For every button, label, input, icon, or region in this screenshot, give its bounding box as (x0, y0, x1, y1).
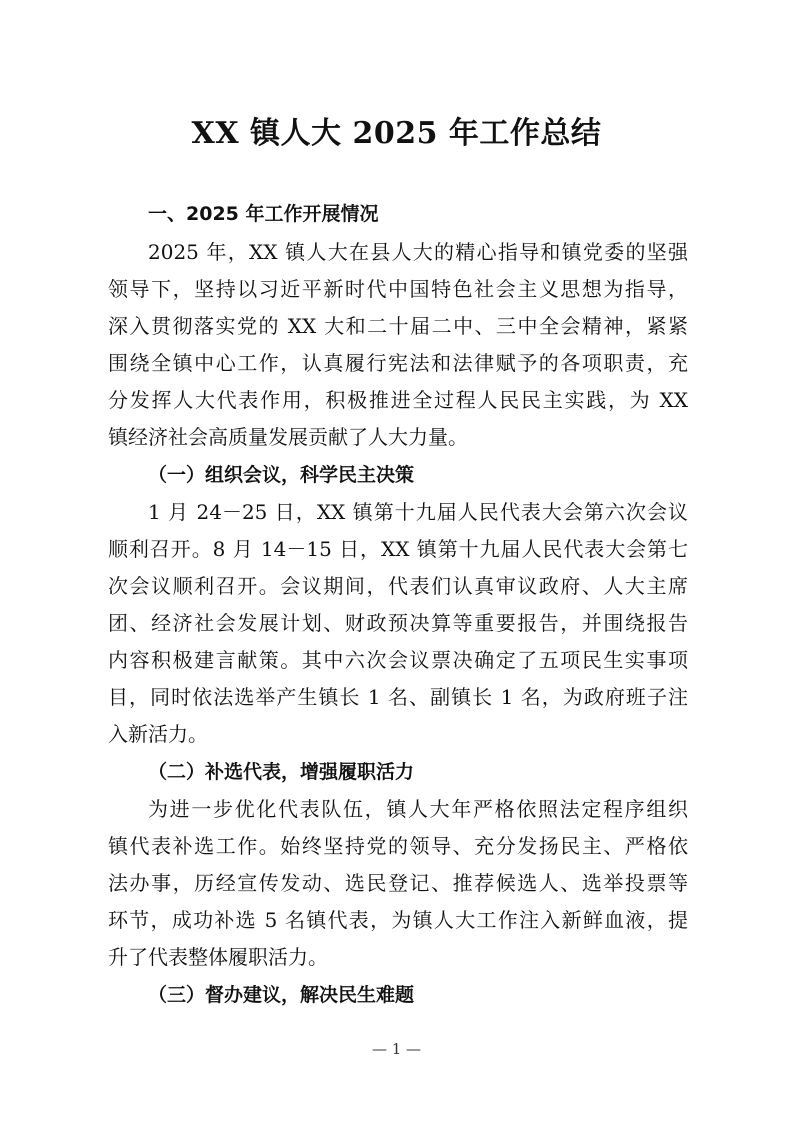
paragraph-line: 镇经济社会高质量发展贡献了人大力量。 (108, 425, 468, 449)
subsection-heading: （三）督办建议，解决民生难题 (148, 984, 415, 1006)
subsection-heading: （二）补选代表，增强履职活力 (148, 761, 415, 783)
paragraph-line: 团、经济社会发展计划、财政预决算等重要报告，并围绕报告 (108, 611, 688, 635)
paragraph-line: 1 月 24－25 日，XX 镇第十九届人民代表大会第六次会议 (148, 500, 688, 524)
paragraph-line: 入新活力。 (108, 722, 208, 746)
paragraph-line: 分发挥人大代表作用，积极推进全过程人民民主实践，为 XX (108, 388, 688, 412)
document-title: XX 镇人大 2025 年工作总结 (191, 116, 602, 151)
paragraph-line: 内容积极建言献策。其中六次会议票决确定了五项民生实事项 (108, 648, 688, 672)
paragraph-line: 镇代表补选工作。始终坚持党的领导、充分发扬民主、严格依 (108, 834, 688, 858)
paragraph-line: 围绕全镇中心工作，认真履行宪法和法律赋予的各项职责，充 (108, 351, 688, 375)
paragraph-line: 目，同时依法选举产生镇长 1 名、副镇长 1 名，为政府班子注 (108, 685, 688, 709)
paragraph-line: 领导下，坚持以习近平新时代中国特色社会主义思想为指导， (108, 277, 688, 301)
paragraph-line: 2025 年，XX 镇人大在县人大的精心指导和镇党委的坚强 (148, 240, 688, 264)
paragraph-line: 升了代表整体履职活力。 (108, 945, 328, 969)
section-heading: 一、2025 年工作开展情况 (148, 203, 379, 225)
paragraph-line: 次会议顺利召开。会议期间，代表们认真审议政府、人大主席 (108, 574, 688, 598)
paragraph-line: 顺利召开。8 月 14－15 日，XX 镇第十九届人民代表大会第七 (108, 537, 688, 561)
paragraph-line: 环节，成功补选 5 名镇代表，为镇人大工作注入新鲜血液，提 (108, 908, 688, 932)
paragraph-line: 为进一步优化代表队伍，镇人大年严格依照法定程序组织 (148, 797, 688, 821)
paragraph-line: 法办事，历经宣传发动、选民登记、推荐候选人、选举投票等 (108, 871, 688, 895)
page-number: — 1 — (371, 1040, 422, 1058)
subsection-heading: （一）组织会议，科学民主决策 (148, 464, 415, 486)
paragraph-line: 深入贯彻落实党的 XX 大和二十届二中、三中全会精神，紧紧 (108, 314, 688, 338)
